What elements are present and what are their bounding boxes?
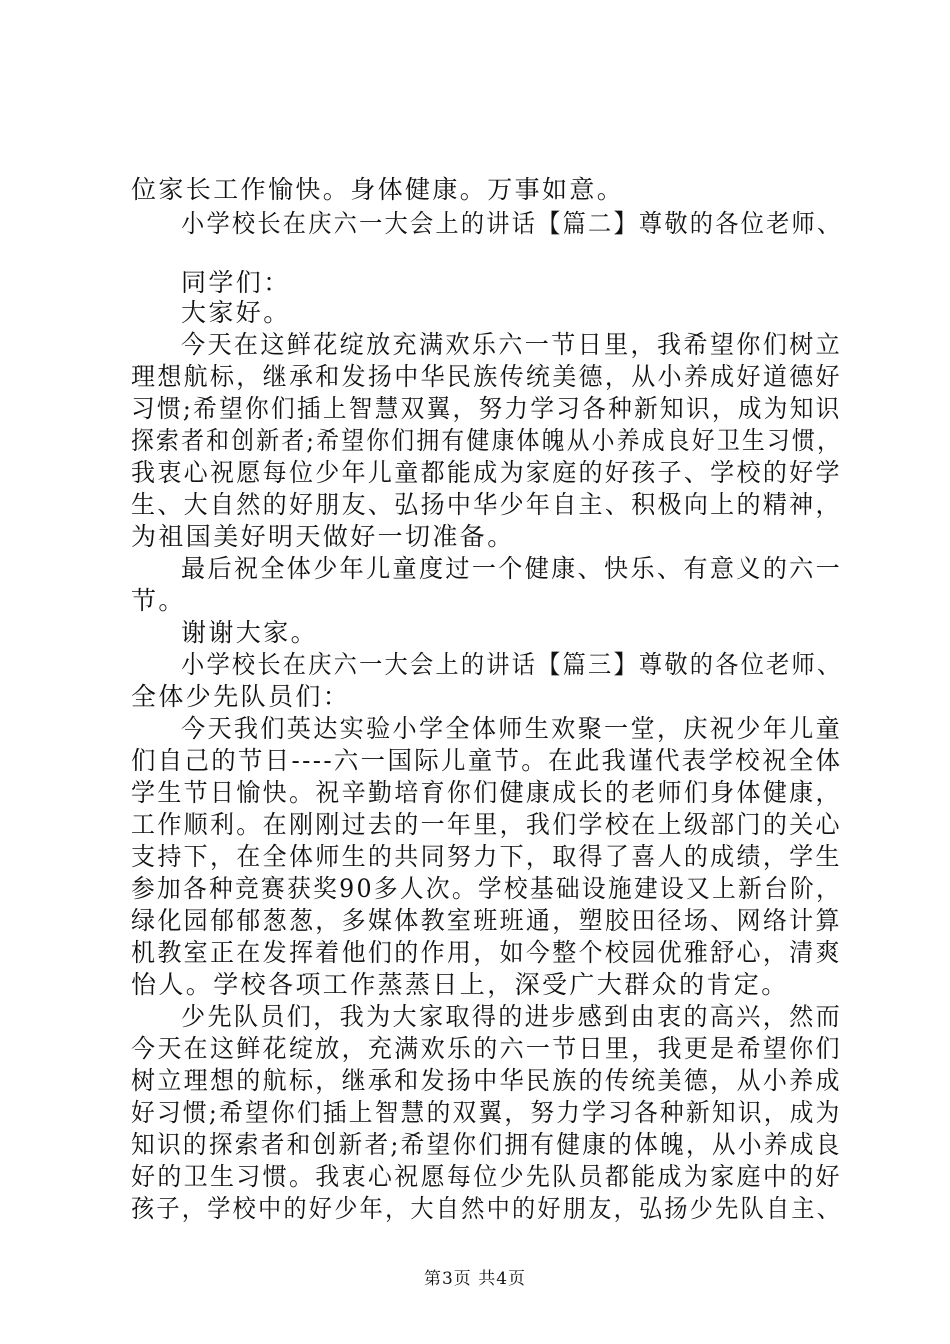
text-line: 机教室正在发挥着他们的作用，如今整个校园优雅舒心，清爽 [131,938,842,967]
text-line: 同学们： [181,268,291,297]
text-line: 绿化园郁郁葱葱，多媒体教室班班通，塑胶田径场、网络计算 [131,906,842,935]
text-line: 好习惯;希望你们插上智慧的双翼，努力学习各种新知识，成为 [131,1098,842,1127]
text-line: 谢谢大家。 [181,618,319,647]
text-line: 今天在这鲜花绽放充满欢乐六一节日里，我希望你们树立 [181,330,843,359]
text-line: 树立理想的航标，继承和发扬中华民族的传统美德，从小养成 [131,1066,842,1095]
text-line: 支持下，在全体师生的共同努力下，取得了喜人的成绩，学生 [131,842,842,871]
text-line: 节。 [131,586,186,615]
text-line: 全体少先队员们： [131,682,351,711]
text-line: 生、大自然的好朋友、弘扬中华少年自主、积极向上的精神， [131,490,842,519]
text-line: 大家好。 [181,298,291,327]
text-line: 学生节日愉快。祝辛勤培育你们健康成长的老师们身体健康， [131,778,842,807]
text-line: 们自己的节日----六一国际儿童节。在此我谨代表学校祝全体 [131,746,843,775]
section-heading: 小学校长在庆六一大会上的讲话【篇二】尊敬的各位老师、 [181,209,843,238]
text-line: 位家长工作愉快。身体健康。万事如意。 [131,175,625,204]
text-line: 为祖国美好明天做好一切准备。 [131,522,515,551]
text-line: 知识的探索者和创新者;希望你们拥有健康的体魄，从小养成良 [131,1130,842,1159]
text-line: 孩子，学校中的好少年，大自然中的好朋友，弘扬少先队自主、 [131,1194,843,1223]
section-heading: 小学校长在庆六一大会上的讲话【篇三】尊敬的各位老师、 [181,650,843,679]
text-line: 工作顺利。在刚刚过去的一年里，我们学校在上级部门的关心 [131,810,842,839]
text-line: 参加各种竞赛获奖90多人次。学校基础设施建设又上新台阶， [131,874,843,903]
text-line: 今天在这鲜花绽放，充满欢乐的六一节日里，我更是希望你们 [131,1034,842,1063]
text-line: 探索者和创新者;希望你们拥有健康体魄从小养成良好卫生习惯， [131,426,843,455]
text-line: 理想航标，继承和发扬中华民族传统美德，从小养成好道德好 [131,362,842,391]
text-line: 今天我们英达实验小学全体师生欢聚一堂，庆祝少年儿童 [181,714,843,743]
text-line: 最后祝全体少年儿童度过一个健康、快乐、有意义的六一 [181,554,843,583]
text-line: 好的卫生习惯。我衷心祝愿每位少先队员都能成为家庭中的好 [131,1162,842,1191]
text-line: 习惯;希望你们插上智慧双翼，努力学习各种新知识，成为知识 [131,394,842,423]
page-number-footer: 第3页 共4页 [423,1269,527,1289]
text-line: 少先队员们，我为大家取得的进步感到由衷的高兴，然而 [181,1002,843,1031]
text-line: 怡人。学校各项工作蒸蒸日上，深受广大群众的肯定。 [131,970,789,999]
text-line: 我衷心祝愿每位少年儿童都能成为家庭的好孩子、学校的好学 [131,458,842,487]
